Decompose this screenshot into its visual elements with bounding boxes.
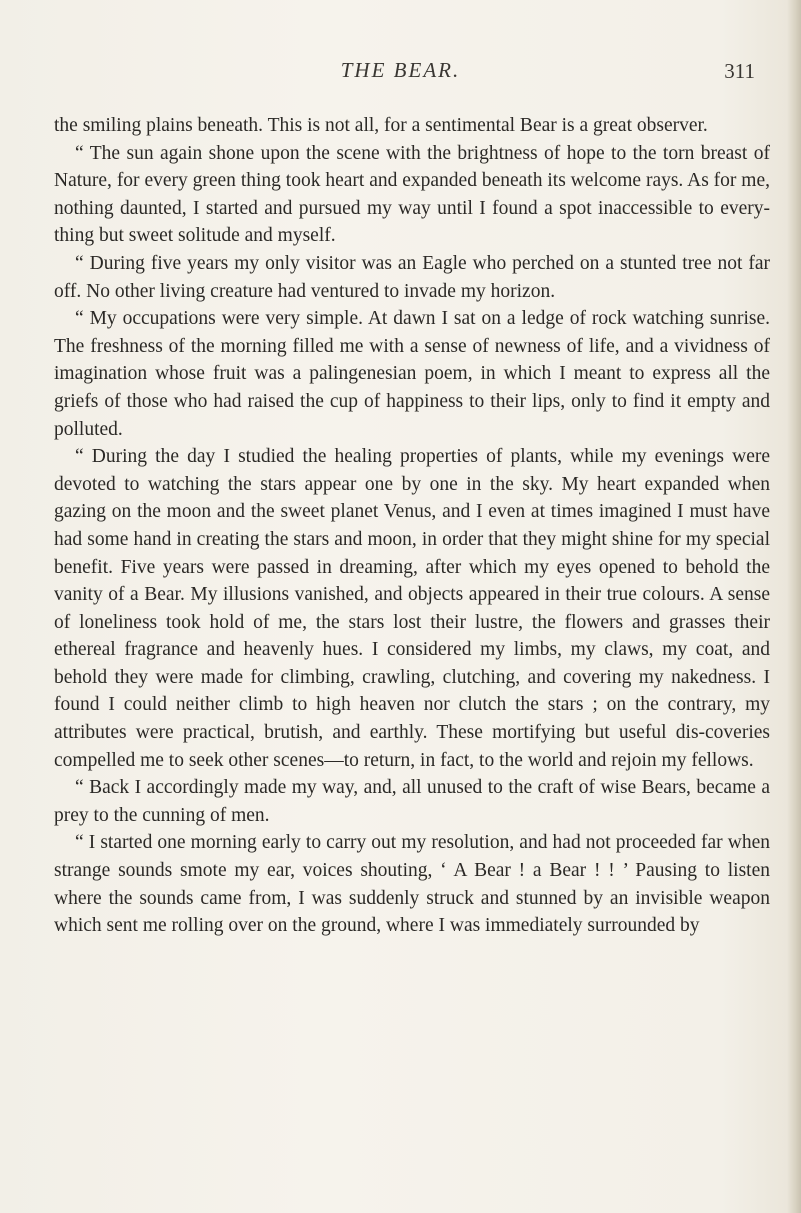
page-header [0, 58, 801, 88]
page-number: 311 [724, 59, 755, 83]
page-edge-shadow [787, 0, 801, 1213]
paragraph: “ During five years my only visitor was an Eagle who perched on a stunted tree not far off. No other living creature had ventured to invade my horizon. [54, 252, 770, 302]
body-text [54, 112, 770, 940]
paragraph: “ The sun again shone upon the scene with the brightness of hope to the torn breast of Nature, for every green thing took heart and expanded beneath its welcome rays. As for me, nothing daunted, I started and pursued my way until I found a spot inaccessible to every-thing but sweet solitude and myself. [54, 142, 770, 247]
paragraph: the smiling plains beneath. This is not all, for a sentimental Bear is a great observer. [54, 115, 708, 136]
running-head: THE BEAR. [340, 58, 461, 82]
paragraph: “ I started one morning early to carry out my resolution, and had not proceeded far when strange sounds smote my ear, voices shouting, ‘ A Bear ! a Bear ! ! ’ Pausing to listen where the sounds came from, I was suddenly struck and stunned by an invisible weapon which sent me rolling over on the ground, where I was immediately surrounded by [54, 832, 770, 937]
paragraph: “ Back I accordingly made my way, and, all unused to the craft of wise Bears, became a prey to the cunning of men. [54, 777, 770, 826]
paragraph: “ My occupations were very simple. At dawn I sat on a ledge of rock watching sunrise. The freshness of the morning filled me with a sense of newness of life, and a vividness of imagination whose fruit was a palingenesian poem, in which I meant to express all the griefs of those who had raised the cup of happiness to their lips, only to find it empty and polluted. [54, 308, 770, 440]
paragraph: “ During the day I studied the healing properties of plants, while my evenings were devoted to watching the stars appear one by one in the sky. My heart expanded when gazing on the moon and the sweet planet Venus, and I even at times imagined I must have had some hand in creating the stars and moon, in order that they might shine for my special benefit. Five years were passed in dreaming, after which my eyes opened to behold the vanity of a Bear. My illusions vanished, and objects appeared in their true colours. A sense of loneliness took hold of me, the stars lost their lustre, the flowers and grasses their ethereal fragrance and heavenly hues. I considered my limbs, my claws, my coat, and behold they were made for climbing, crawling, clutching, and covering my nakedness. I found I could neither climb to high heaven nor clutch the stars ; on the contrary, my attributes were practical, brutish, and earthly. These mortifying but useful dis-coveries compelled me to seek other scenes—to return, in fact, to the world and rejoin my fellows. [54, 446, 770, 771]
